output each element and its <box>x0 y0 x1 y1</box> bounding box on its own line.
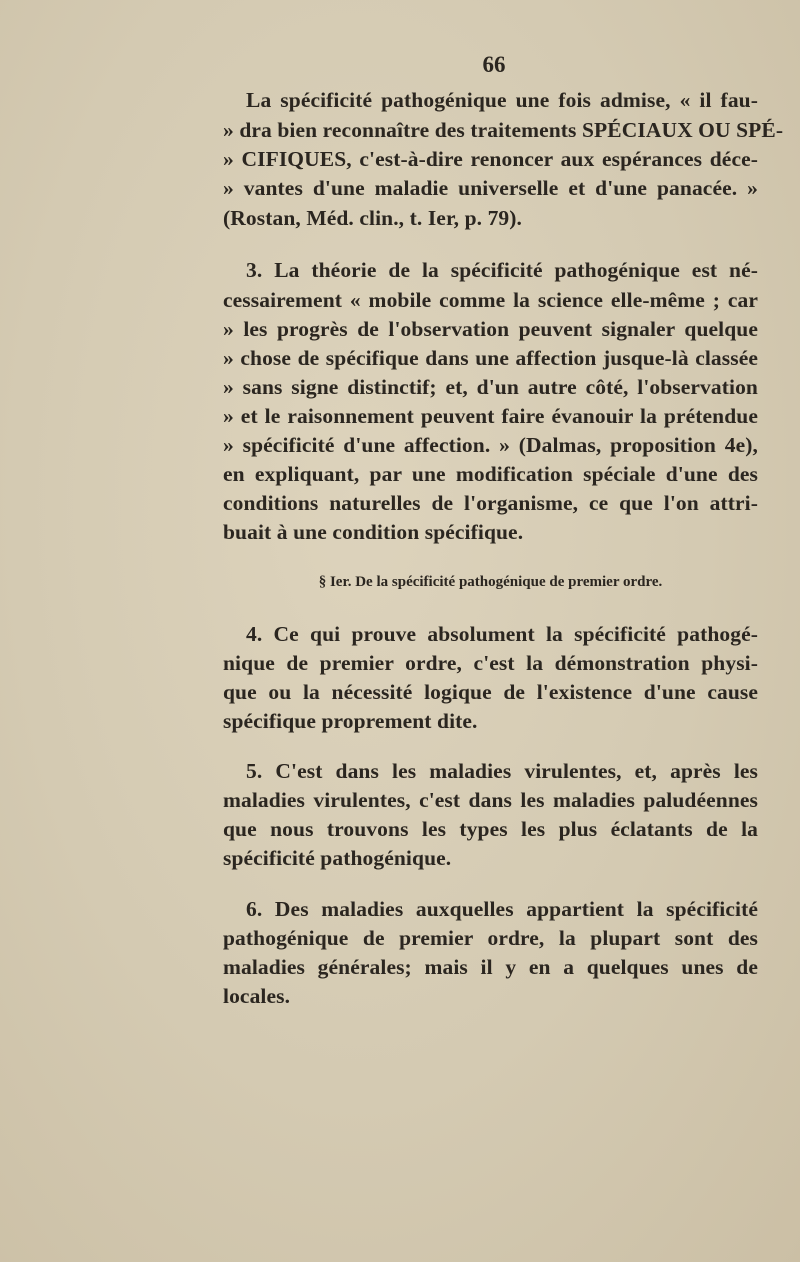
text-line: » les progrès de l'observation peuvent signaler quelque <box>223 317 758 341</box>
text-line: » CIFIQUES, c'est-à-dire renoncer aux espérances déce- <box>223 147 758 171</box>
text-line: que nous trouvons les types les plus éclatants de la <box>223 817 758 841</box>
text-line: 6. Des maladies auxquelles appartient la spécificité <box>246 897 758 921</box>
text-line: 3. La théorie de la spécificité pathogénique est né- <box>246 258 758 282</box>
text-line: que ou la nécessité logique de l'existence d'une cause <box>223 680 758 704</box>
text-line: 4. Ce qui prouve absolument la spécificité pathogé- <box>246 622 758 646</box>
text-line: nique de premier ordre, c'est la démonstration physi- <box>223 651 758 675</box>
text-line: » spécificité d'une affection. » (Dalmas, proposition 4e), <box>223 433 758 457</box>
text-line: pathogénique de premier ordre, la plupart sont des <box>223 926 758 950</box>
text-line: locales. <box>223 984 291 1008</box>
text-line: conditions naturelles de l'organisme, ce que l'on attri- <box>223 491 758 515</box>
text-line: 5. C'est dans les maladies virulentes, et, après les <box>246 759 758 783</box>
text-line: » et le raisonnement peuvent faire évanouir la prétendue <box>223 404 758 428</box>
text-line: La spécificité pathogénique une fois admise, « il fau- <box>246 88 758 112</box>
text-line: » vantes d'une maladie universelle et d'une panacée. » <box>223 176 758 200</box>
text-line: buait à une condition spécifique. <box>223 520 524 544</box>
page-number: 66 <box>482 52 506 77</box>
text-line: » chose de spécifique dans une affection jusque-là classée <box>223 346 758 370</box>
text-line: (Rostan, Méd. clin., t. Ier, p. 79). <box>223 206 523 230</box>
text-line: cessairement « mobile comme la science elle-même ; car <box>223 288 758 312</box>
text-line: en expliquant, par une modification spéciale d'une des <box>223 462 758 486</box>
text-line: spécifique proprement dite. <box>223 709 478 733</box>
text-line: maladies générales; mais il y en a quelques unes de <box>223 955 758 979</box>
text-line: spécificité pathogénique. <box>223 846 452 870</box>
section-heading: § Ier. De la spécificité pathogénique de premier ordre. <box>318 574 663 590</box>
text-line: » dra bien reconnaître des traitements SPÉCIAUX OU SPÉ- <box>223 118 784 142</box>
text-line: » sans signe distinctif; et, d'un autre côté, l'observation <box>223 375 758 399</box>
text-line: maladies virulentes, c'est dans les maladies paludéennes <box>223 788 758 812</box>
